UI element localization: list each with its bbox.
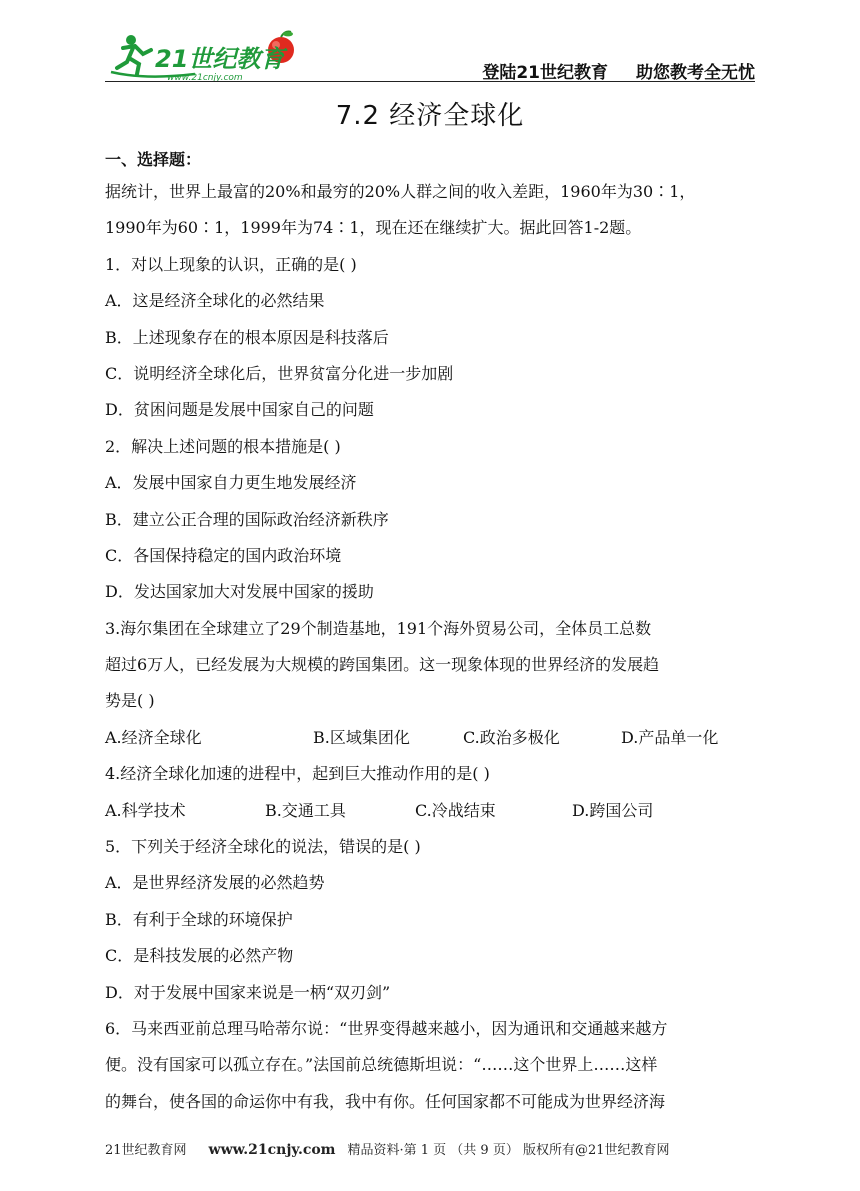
intro-line: 据统计，世界上最富的20%和最穷的20%人群之间的收入差距，1960年为30∶1，: [105, 182, 696, 201]
question-6-cont: 的舞台，使各国的命运你中有我，我中有你。任何国家都不可能成为世界经济海: [105, 1091, 666, 1111]
footer-site-name: 21世纪教育网: [105, 1143, 187, 1158]
option-line: C．说明经济全球化后，世界贫富分化进一步加剧: [105, 363, 454, 383]
option-line: B．上述现象存在的根本原因是科技落后: [105, 327, 389, 347]
21cnjy-logo: [105, 28, 305, 82]
option-c: C.政治多极化: [463, 727, 560, 747]
slogan-right: 助您教考全无忧: [636, 63, 755, 83]
logo-text: 21世纪教育: [155, 45, 285, 73]
footer-page-info: 精品资料·第 1 页 （共 9 页） 版权所有@21世纪教育网: [347, 1143, 670, 1158]
option-line: A．这是经济全球化的必然结果: [105, 291, 325, 311]
option-line: B．有利于全球的环境保护: [105, 909, 293, 929]
option-line: D．发达国家加大对发展中国家的援助: [105, 582, 374, 602]
logo-url: www.21cnjy.com: [167, 73, 243, 82]
option-b: B.交通工具: [265, 800, 346, 820]
page-title: 7.2 经济全球化: [335, 101, 525, 131]
option-c: C.冷战结束: [415, 800, 496, 820]
intro-line: 1990年为60∶1，1999年为74∶1，现在还在继续扩大。据此回答1-2题。: [105, 218, 642, 238]
question-6-cont: 便。没有国家可以孤立存在。”法国前总统德斯坦说：“……这个世界上……这样: [105, 1055, 658, 1075]
option-line: A．是世界经济发展的必然趋势: [105, 873, 325, 893]
option-line: A．发展中国家自力更生地发展经济: [105, 473, 357, 493]
question-3-options: [105, 720, 755, 756]
question-body: [105, 174, 755, 1120]
section-heading: 一、选择题：: [105, 150, 202, 169]
option-d: D.跨国公司: [572, 800, 654, 820]
option-b: B.区域集团化: [313, 727, 410, 747]
option-line: D．对于发展中国家来说是一柄“双刃剑”: [105, 982, 391, 1002]
slogan-left: 登陆21世纪教育: [482, 63, 608, 83]
question-5: 5．下列关于经济全球化的说法，错误的是( ): [105, 837, 421, 857]
question-4: 4.经济全球化加速的进程中，起到巨大推动作用的是( ): [105, 764, 490, 784]
option-d: D.产品单一化: [621, 727, 719, 747]
page-footer: [105, 1139, 755, 1158]
header-slogan: [482, 58, 755, 83]
question-6: 6．马来西亚前总理马哈蒂尔说：“世界变得越来越小，因为通讯和交通越来越方: [105, 1018, 668, 1038]
question-3-cont: 超过6万人，已经发展为大规模的跨国集团。这一现象体现的世界经济的发展趋: [105, 655, 660, 675]
option-line: C．各国保持稳定的国内政治环境: [105, 545, 342, 565]
question-4-options: [105, 793, 755, 829]
question-2: 2．解决上述问题的根本措施是( ): [105, 436, 341, 456]
question-1: 1．对以上现象的认识，正确的是( ): [105, 254, 357, 274]
option-line: D．贫困问题是发展中国家自己的问题: [105, 400, 374, 420]
option-a: A.经济全球化: [105, 727, 202, 747]
question-3-cont: 势是( ): [105, 691, 155, 711]
question-3: 3.海尔集团在全球建立了29个制造基地，191个海外贸易公司，全体员工总数: [105, 618, 652, 638]
option-line: C．是科技发展的必然产物: [105, 946, 294, 966]
header-divider: [105, 81, 755, 82]
option-line: B．建立公正合理的国际政治经济新秩序: [105, 509, 389, 529]
footer-site-url[interactable]: www.21cnjy.com: [208, 1142, 336, 1158]
page-header: [105, 28, 755, 82]
option-a: A.科学技术: [105, 800, 186, 820]
